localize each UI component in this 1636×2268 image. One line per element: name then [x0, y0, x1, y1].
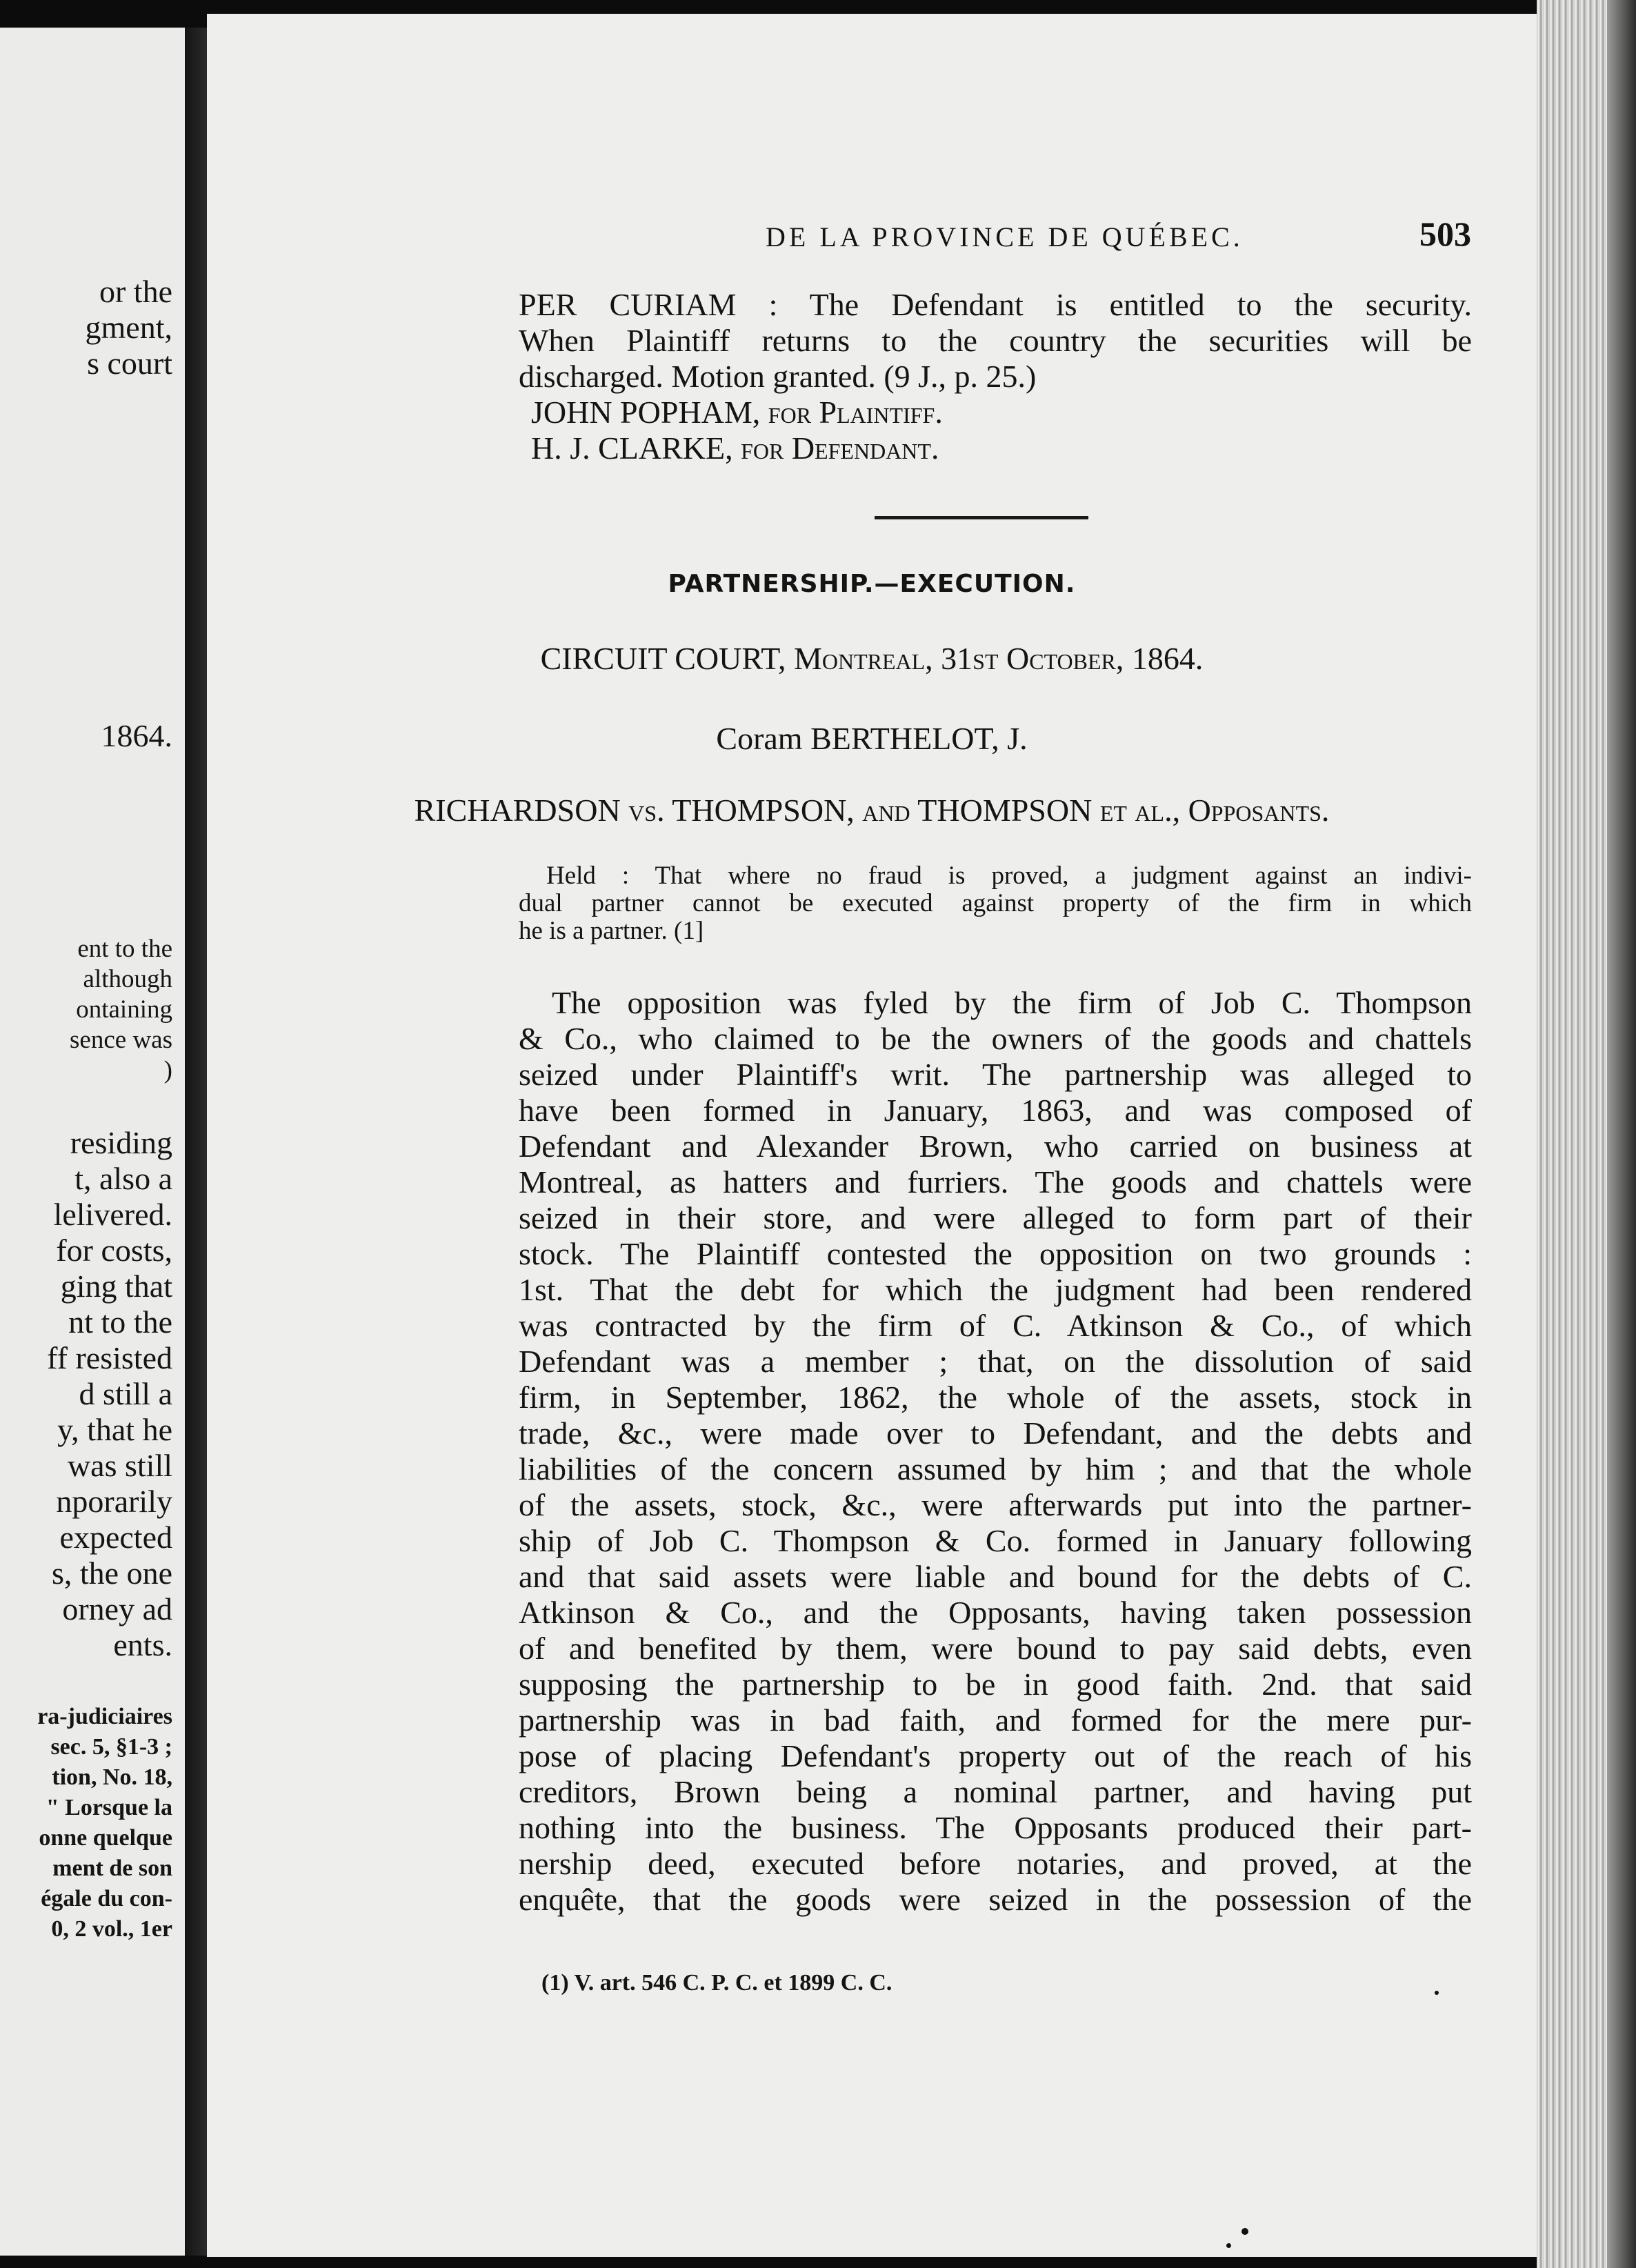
left-line: ra-judiciaires	[37, 1704, 172, 1729]
body-line: seized under Plaintiff's writ. The partnership was alleged to	[519, 1057, 1472, 1092]
left-line: lelivered.	[53, 1197, 172, 1232]
body-line: seized in their store, and were alleged to form part of their	[519, 1200, 1472, 1235]
body-line: Atkinson & Co., and the Opposants, having taken possession	[519, 1595, 1472, 1630]
case-heading: PARTNERSHIP.—EXECUTION.	[668, 570, 1076, 598]
footnote: (1) V. art. 546 C. P. C. et 1899 C. C.	[541, 1970, 892, 1996]
left-line: 0, 2 vol., 1er	[51, 1916, 172, 1942]
left-line: ontaining	[76, 995, 172, 1024]
body-line: supposing the partnership to be in good faith. 2nd. that said	[519, 1667, 1472, 1702]
body-line: of the assets, stock, &c., were afterwards put into the partner-	[519, 1487, 1472, 1522]
previous-case-line: discharged. Motion granted. (9 J., p. 25.)	[519, 359, 1037, 394]
counsel-line: H. J. CLARKE, for Defendant.	[531, 430, 939, 466]
body-line: pose of placing Defendant's property out of the reach of his	[519, 1738, 1472, 1773]
held-line: he is a partner. (1]	[519, 917, 704, 945]
left-line: ents.	[113, 1627, 172, 1662]
left-line: ff resisted	[47, 1340, 172, 1375]
left-line: onne quelque	[39, 1825, 172, 1851]
body-line: of and benefited by them, were bound to pay said debts, even	[519, 1631, 1472, 1666]
left-line: residing	[70, 1125, 172, 1160]
running-header: DE LA PROVINCE DE QUÉBEC.	[766, 221, 1244, 252]
left-line: s court	[87, 346, 172, 381]
section-divider	[875, 516, 1088, 519]
counsel-line: JOHN POPHAM, for Plaintiff.	[531, 395, 943, 430]
left-line: ent to the	[77, 935, 172, 963]
page-edge-shadow	[1607, 0, 1636, 2268]
body-line: 1st. That the debt for which the judgment had been rendered	[519, 1272, 1472, 1307]
left-line: for costs,	[56, 1233, 172, 1268]
body-line: liabilities of the concern assumed by him ; and that the whole	[519, 1451, 1472, 1486]
paper-speck	[1226, 2243, 1231, 2248]
body-line: enquête, that the goods were seized in the possession of the	[519, 1882, 1472, 1917]
left-line: orney ad	[62, 1591, 172, 1627]
body-line: and that said assets were liable and bound for the debts of C.	[519, 1559, 1472, 1594]
left-line: 1864.	[101, 718, 172, 753]
left-line: was still	[67, 1448, 172, 1483]
body-line: & Co., who claimed to be the owners of the goods and chattels	[519, 1021, 1472, 1056]
body-line: Defendant was a member ; that, on the dissolution of said	[519, 1344, 1472, 1379]
left-line: " Lorsque la	[46, 1795, 172, 1820]
body-line: ship of Job C. Thompson & Co. formed in January following	[519, 1523, 1472, 1558]
left-line: expected	[59, 1520, 172, 1555]
left-line: sence was	[70, 1026, 172, 1054]
left-line: d still a	[79, 1376, 172, 1411]
left-line: s, the one	[51, 1555, 172, 1591]
page-number: 503	[1419, 215, 1471, 253]
page	[207, 14, 1537, 2257]
left-line: égale du con-	[41, 1886, 172, 1911]
left-line: although	[83, 965, 172, 993]
body-line: was contracted by the firm of C. Atkinson & Co., of which	[519, 1308, 1472, 1343]
coram-line: Coram BERTHELOT, J.	[716, 721, 1028, 756]
held-line: Held : That where no fraud is proved, a judgment against an indivi-	[546, 862, 1472, 890]
left-line: t, also a	[74, 1161, 172, 1196]
body-line: The opposition was fyled by the firm of Job C. Thompson	[552, 985, 1472, 1020]
body-line: firm, in September, 1862, the whole of the assets, stock in	[519, 1380, 1472, 1415]
body-line: nership deed, executed before notaries, and proved, at the	[519, 1846, 1472, 1881]
body-line: Defendant and Alexander Brown, who carried on business at	[519, 1128, 1472, 1164]
previous-page-fragment	[0, 28, 186, 2256]
body-line: creditors, Brown being a nominal partner, and having put	[519, 1774, 1472, 1809]
left-line: )	[163, 1056, 172, 1084]
body-line: trade, &c., were made over to Defendant, and the debts and	[519, 1415, 1472, 1451]
left-line: sec. 5, §1-3 ;	[50, 1734, 172, 1760]
left-line: gment,	[85, 310, 172, 345]
left-line: or the	[99, 274, 172, 309]
left-line: nt to the	[68, 1304, 172, 1340]
previous-case-line: PER CURIAM : The Defendant is entitled to the security.	[519, 287, 1472, 322]
body-line: Montreal, as hatters and furriers. The goods and chattels were	[519, 1164, 1472, 1200]
gutter-shadow	[185, 28, 207, 2256]
left-line: ment de son	[52, 1856, 172, 1881]
body-line: partnership was in bad faith, and formed for the mere pur-	[519, 1702, 1472, 1738]
left-line: tion, No. 18,	[52, 1764, 172, 1790]
court-line: CIRCUIT COURT, Montreal, 31st October, 1864.	[540, 641, 1204, 676]
body-line: nothing into the business. The Opposants produced their part-	[519, 1810, 1472, 1845]
left-line: nporarily	[56, 1484, 172, 1519]
paper-speck	[1241, 2228, 1248, 2235]
held-line: dual partner cannot be executed against property of the firm in which	[519, 889, 1472, 917]
parties-line: RICHARDSON vs. THOMPSON, and THOMPSON et al., Opposants.	[414, 793, 1330, 828]
left-line: y, that he	[57, 1412, 172, 1447]
body-line: stock. The Plaintiff contested the opposition on two grounds :	[519, 1236, 1472, 1271]
paper-speck	[1435, 1991, 1439, 1995]
body-line: have been formed in January, 1863, and was composed of	[519, 1093, 1472, 1128]
previous-case-line: When Plaintiff returns to the country the securities will be	[519, 323, 1472, 358]
left-line: ging that	[60, 1269, 172, 1304]
